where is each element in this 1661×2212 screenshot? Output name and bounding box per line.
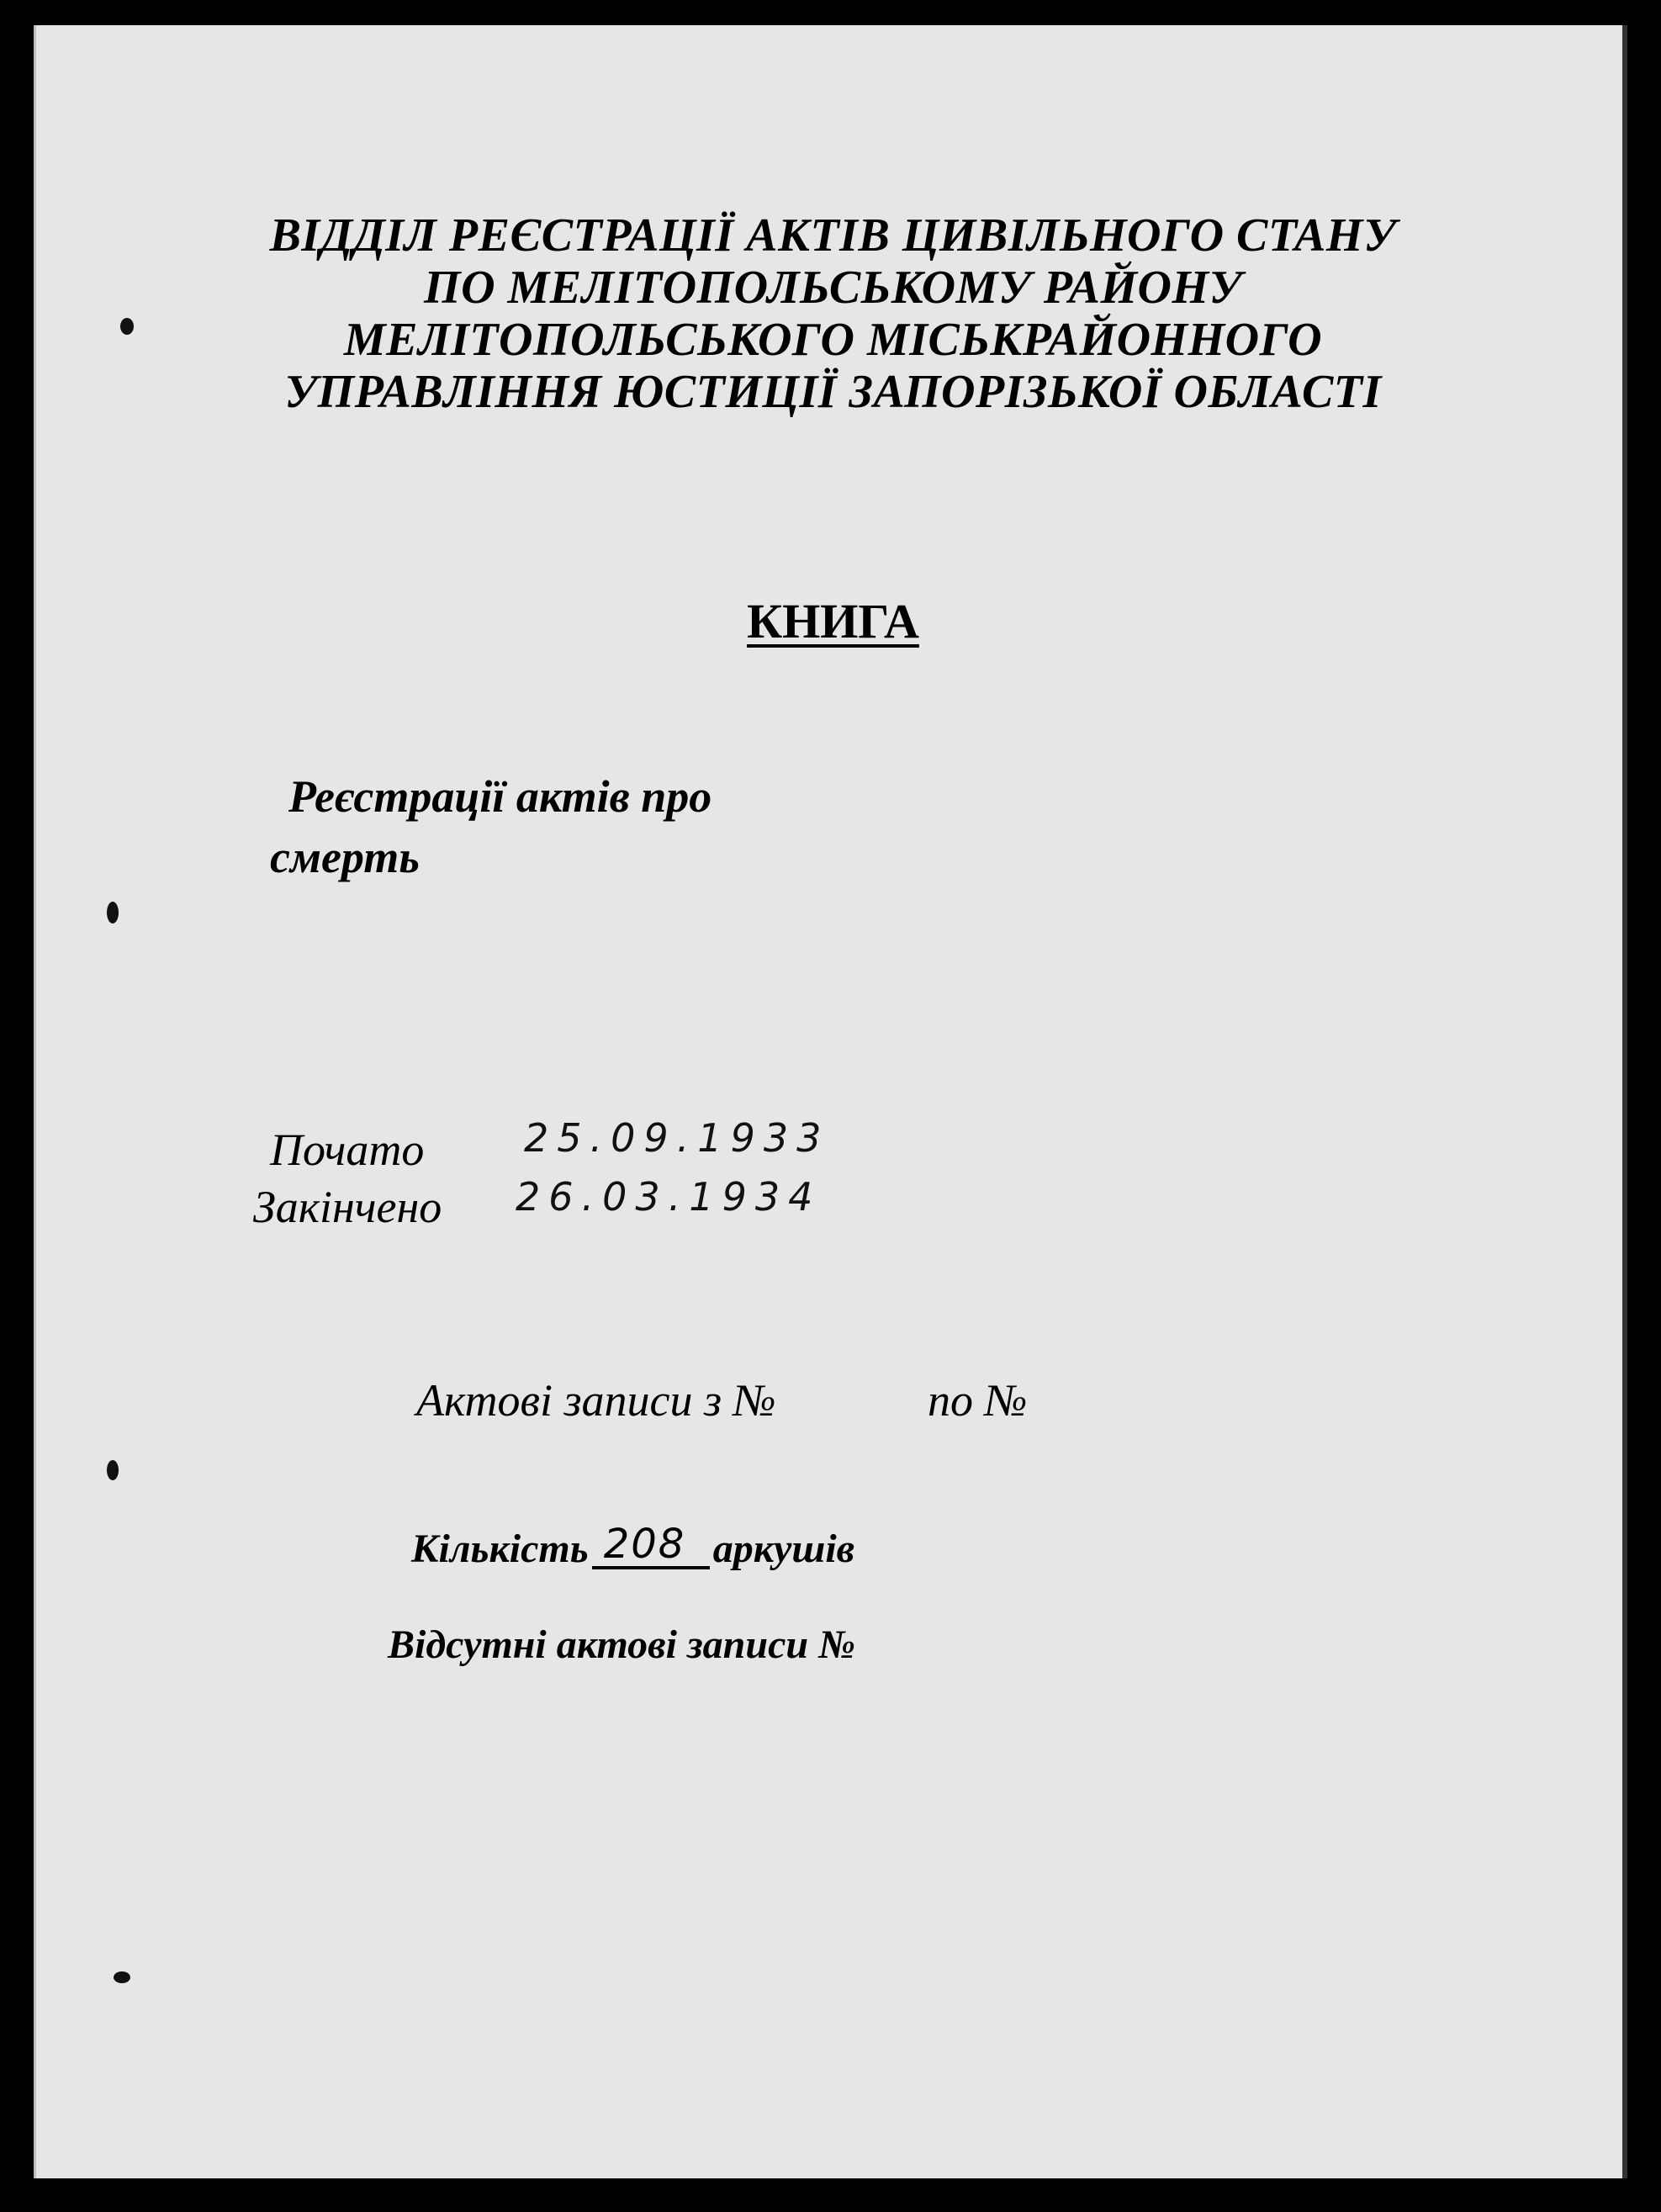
header-line-3: МЕЛІТОПОЛЬСЬКОГО МІСЬКРАЙОННОГО (343, 314, 1323, 366)
finished-label: Закінчено (253, 1182, 442, 1232)
book-subject-line-2: смерть (270, 832, 420, 882)
records-from-label: Актові записи з № (416, 1375, 776, 1426)
sheets-unit-label: аркушів (712, 1527, 855, 1571)
sheets-count-field (592, 1521, 710, 1569)
started-date-handwritten: 25.09.1933 (524, 1115, 830, 1161)
document-page (34, 25, 1627, 2178)
header-line-1: ВІДДІЛ РЕЄСТРАЦІЇ АКТІВ ЦИВІЛЬНОГО СТАНУ (269, 209, 1397, 262)
sheets-label: Кількість (411, 1527, 589, 1571)
started-label: Почато (270, 1125, 425, 1175)
book-title: КНИГА (747, 594, 919, 648)
missing-records-label: Відсутні актові записи № (388, 1622, 855, 1667)
sheets-count-handwritten: 208 (603, 1521, 686, 1568)
header-line-2: ПО МЕЛІТОПОЛЬСЬКОМУ РАЙОНУ (424, 262, 1242, 314)
header-line-4: УПРАВЛІННЯ ЮСТИЦІЇ ЗАПОРІЗЬКОЇ ОБЛАСТІ (284, 366, 1382, 418)
binder-hole (107, 1460, 119, 1480)
book-subject-line-1: Реєстрації актів про (288, 771, 712, 822)
records-to-label: по № (928, 1375, 1028, 1426)
binder-hole (107, 902, 119, 923)
finished-date-handwritten: 26.03.1934 (516, 1174, 822, 1220)
sheets-line (411, 1521, 855, 1571)
binder-hole (114, 1971, 130, 1983)
